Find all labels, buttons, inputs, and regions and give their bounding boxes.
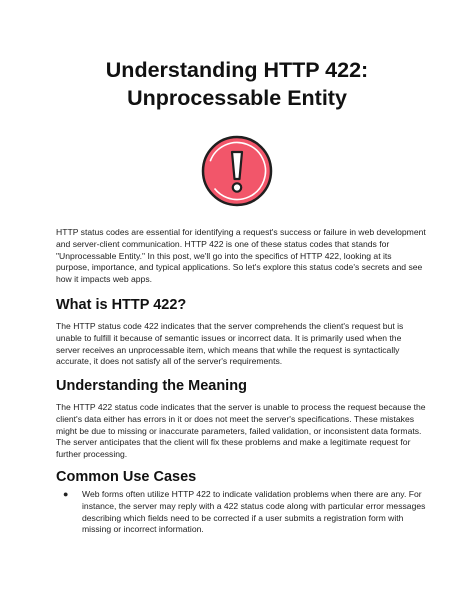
section-paragraph-meaning: The HTTP 422 status code indicates that the server is unable to process the request because the client's data either has errors in it or does not meet the server's specifications. These mistakes might be due to missing or inaccurate parameters, failed validation, or inconsistent data formats. The server anticipates that the client will fix these problems and make a legitimate request for further processing.	[56, 402, 426, 460]
title-line-2: Unprocessable Entity	[127, 86, 347, 110]
warning-exclamation-icon	[200, 134, 274, 208]
section-heading-what-is: What is HTTP 422?	[56, 297, 187, 313]
section-heading-use-cases: Common Use Cases	[56, 469, 197, 485]
section-paragraph-what-is: The HTTP status code 422 indicates that the server comprehends the client's request but is unable to fulfill it because of semantic issues or incorrect data. It is primarily used when the server receives an unprocessable item, which means that while the request is syntactically accurate, it does not satisfy all of the server's requirements.	[56, 321, 404, 367]
section-heading-meaning: Understanding the Meaning	[56, 378, 247, 394]
list-item-text: Web forms often utilize HTTP 422 to indicate validation problems when there are any. For instance, the server may reply with a 422 status code along with particular error messages describing which fields need to be corrected if a user submits a registration form with missing or incorrect information.	[82, 489, 426, 535]
use-cases-list	[56, 489, 426, 536]
page-title	[0, 56, 474, 112]
list-item	[56, 489, 426, 536]
bullet-icon: ●	[63, 489, 69, 499]
title-line-1: Understanding HTTP 422:	[105, 58, 369, 82]
intro-paragraph: HTTP status codes are essential for identifying a request's success or failure in web development and server-client communication. HTTP 422 is one of these status codes that stands for "Unprocessable Entity." In this post, we'll go into the specifics of HTTP 422, looking at its purpose, importance, and typical applications. So let's explore this status code's secrets and see how it impacts web apps.	[56, 227, 426, 285]
